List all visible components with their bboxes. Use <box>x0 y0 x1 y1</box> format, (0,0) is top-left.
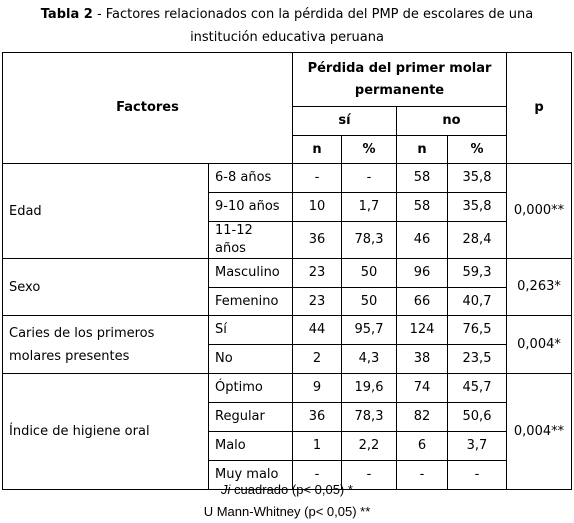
pct-no-cell: 76,5 <box>448 316 507 345</box>
category-cell: Malo <box>209 432 293 461</box>
pct-no-cell: 45,7 <box>448 374 507 403</box>
pct-no-cell: 35,8 <box>448 193 507 222</box>
category-cell: Femenino <box>209 288 293 316</box>
pct-si-cell: 50 <box>342 259 397 288</box>
header-pct-si: % <box>342 136 397 164</box>
n-no-cell: 6 <box>397 432 448 461</box>
pct-si-cell: - <box>342 461 397 490</box>
factor-cell: Edad <box>3 164 209 259</box>
category-cell: Muy malo <box>209 461 293 490</box>
n-si-cell: - <box>293 461 342 490</box>
table-row <box>3 259 572 288</box>
category-cell: 11-12 años <box>209 222 293 259</box>
caption-label: Tabla 2 <box>40 7 93 22</box>
pct-si-cell: 1,7 <box>342 193 397 222</box>
table-row <box>3 164 572 193</box>
category-cell: 6-8 años <box>209 164 293 193</box>
header-n-si: n <box>293 136 342 164</box>
pct-si-cell: 95,7 <box>342 316 397 345</box>
n-no-cell: 38 <box>397 345 448 374</box>
factor-cell: Caries de los primeros molares presentes <box>3 316 209 374</box>
n-si-cell: 23 <box>293 259 342 288</box>
table-caption <box>0 3 574 49</box>
n-si-cell: 10 <box>293 193 342 222</box>
pct-no-cell: 23,5 <box>448 345 507 374</box>
n-si-cell: 44 <box>293 316 342 345</box>
footnote-1 <box>0 482 574 497</box>
n-no-cell: 124 <box>397 316 448 345</box>
n-no-cell: 82 <box>397 403 448 432</box>
pct-no-cell: 50,6 <box>448 403 507 432</box>
header-perdida: Pérdida del primer molar permanente <box>293 53 507 107</box>
n-si-cell: 36 <box>293 403 342 432</box>
factor-cell: Sexo <box>3 259 209 316</box>
pct-no-cell: 40,7 <box>448 288 507 316</box>
category-cell: Sí <box>209 316 293 345</box>
footnote-2: U Mann-Whitney (p< 0,05) ** <box>203 504 371 519</box>
caption-line-1 <box>0 3 574 26</box>
n-no-cell: 74 <box>397 374 448 403</box>
header-pct-no: % <box>448 136 507 164</box>
n-si-cell: 1 <box>293 432 342 461</box>
pct-no-cell: 28,4 <box>448 222 507 259</box>
pct-no-cell: 3,7 <box>448 432 507 461</box>
caption-text: - Factores relacionados con la pérdida del PMP de escolares de una <box>92 7 534 22</box>
n-si-cell: 36 <box>293 222 342 259</box>
pct-si-cell: 2,2 <box>342 432 397 461</box>
category-cell: Regular <box>209 403 293 432</box>
p-value-cell: 0,004** <box>507 374 572 490</box>
p-value-cell: 0,000** <box>507 164 572 259</box>
pct-no-cell: - <box>448 461 507 490</box>
caption-line-2: institución educativa peruana <box>190 30 384 45</box>
header-n-no: n <box>397 136 448 164</box>
factor-cell: Índice de higiene oral <box>3 374 209 490</box>
n-si-cell: 9 <box>293 374 342 403</box>
header-p: p <box>507 53 572 164</box>
n-no-cell: 66 <box>397 288 448 316</box>
n-no-cell: 46 <box>397 222 448 259</box>
pct-si-cell: 19,6 <box>342 374 397 403</box>
n-no-cell: 58 <box>397 193 448 222</box>
n-no-cell: 58 <box>397 164 448 193</box>
table-row <box>3 316 572 345</box>
table-row <box>3 374 572 403</box>
category-cell: Óptimo <box>209 374 293 403</box>
header-si: sí <box>293 107 397 136</box>
results-table <box>2 52 572 490</box>
n-no-cell: - <box>397 461 448 490</box>
pct-si-cell: 50 <box>342 288 397 316</box>
footnote-1-italic: Ji <box>221 482 231 497</box>
p-value-cell: 0,263* <box>507 259 572 316</box>
pct-no-cell: 59,3 <box>448 259 507 288</box>
pct-si-cell: 78,3 <box>342 222 397 259</box>
p-value-cell: 0,004* <box>507 316 572 374</box>
pct-si-cell: 78,3 <box>342 403 397 432</box>
category-cell: No <box>209 345 293 374</box>
n-si-cell: 23 <box>293 288 342 316</box>
n-no-cell: 96 <box>397 259 448 288</box>
category-cell: Masculino <box>209 259 293 288</box>
n-si-cell: 2 <box>293 345 342 374</box>
n-si-cell: - <box>293 164 342 193</box>
header-no: no <box>397 107 507 136</box>
category-cell: 9-10 años <box>209 193 293 222</box>
footnote-1-text: cuadrado (p< 0,05) * <box>230 482 353 497</box>
pct-si-cell: - <box>342 164 397 193</box>
pct-no-cell: 35,8 <box>448 164 507 193</box>
pct-si-cell: 4,3 <box>342 345 397 374</box>
header-factores: Factores <box>3 53 293 164</box>
